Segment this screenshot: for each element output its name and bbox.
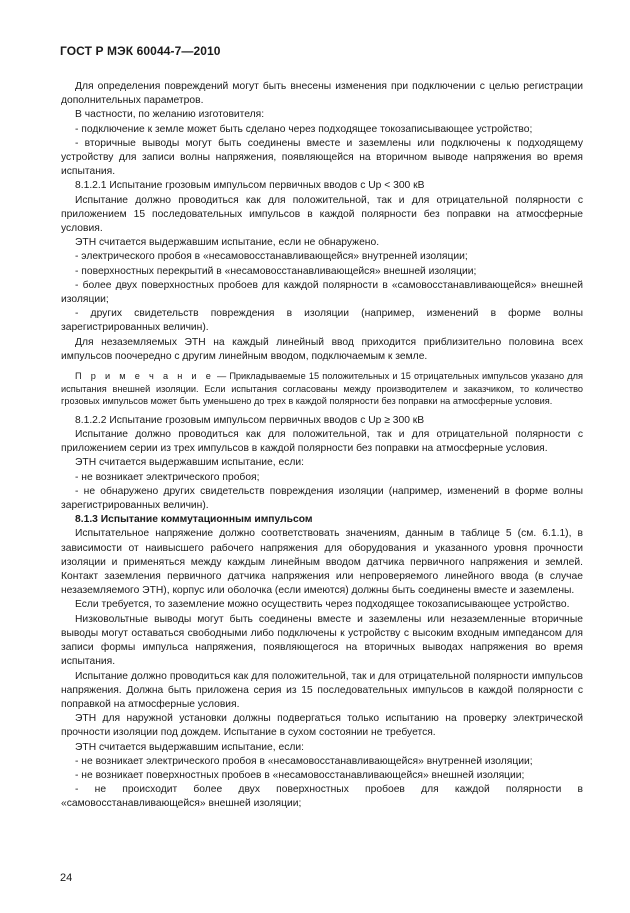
note-label: П р и м е ч а н и е bbox=[75, 371, 214, 382]
paragraph: Испытание должно проводиться как для положительной, так и для отрицательной полярности с приложением 15 последовательных импульсов в каждой полярности без поправки на атмосферные условия. bbox=[61, 194, 583, 235]
section-heading: 8.1.3 Испытание коммутационным импульсом bbox=[75, 514, 313, 526]
paragraph: ЭТН считается выдержавшим испытание, если не обнаружено. bbox=[75, 237, 380, 249]
paragraph: В частности, по желанию изготовителя: bbox=[75, 109, 265, 121]
list-item: - не возникает поверхностных пробоев в «несамовосстанавливающейся» внешней изоляции; bbox=[75, 769, 525, 781]
list-item: - более двух поверхностных пробоев для каждой полярности в «самовосстанавливающейся» внешней изоляции; bbox=[61, 279, 583, 306]
paragraph: Испытание должно проводиться как для положительной, так и для отрицательной полярности с приложением серии из трех импульсов в каждой полярности без поправки на атмосферные условия. bbox=[61, 429, 583, 455]
subsection-heading: 8.1.2.1 Испытание грозовым импульсом первичных вводов с Up < 300 кВ bbox=[75, 180, 425, 192]
paragraph: Если требуется, то заземление можно осуществить через подходящее токозаписывающее устройство. bbox=[75, 599, 570, 611]
paragraph: Испытание должно проводиться как для положительной, так и для отрицательной полярности импульсов напряжения. Должна быть приложена серия из 15 последовательных импульсов в каждой полярности с поправкой на атмосферные условия. bbox=[61, 670, 583, 710]
page-number: 24 bbox=[60, 872, 73, 884]
note bbox=[61, 370, 583, 408]
paragraph: Для незаземляемых ЭТН на каждый линейный ввод приходится приблизительно половина всех импульсов поочередно с другим линейным вводом, подключаемым к земле. bbox=[61, 336, 583, 362]
paragraph: Испытательное напряжение должно соответствовать значениям, данным в таблице 5 (см. 6.1.1), в зависимости от наивысшего рабочего напряжения для оборудования и указанного уровня прочности изоляции и применяться между каждым линейным вводом датчика первичного напряжения и землей. Контакт заземления первичного датчика напряжения или непроверяемого линейного ввода (в случае незаземляемого ЭТН), корпус или оболочка (если имеются) должны быть соединены вместе и заземлены. bbox=[61, 528, 583, 597]
paragraph: ЭТН считается выдержавшим испытание, если: bbox=[75, 741, 304, 753]
page-body bbox=[61, 80, 583, 812]
list-item: - электрического пробоя в «несамовосстанавливающейся» внутренней изоляции; bbox=[75, 251, 468, 263]
list-item: - не возникает электрического пробоя; bbox=[75, 471, 260, 483]
list-item: - подключение к земле может быть сделано через подходящее токозаписывающее устройство; bbox=[75, 123, 533, 135]
paragraph: ЭТН считается выдержавшим испытание, если: bbox=[75, 457, 304, 469]
note-text: — Прикладываемые 15 положительных и 15 отрицательных импульсов указано для испытания внешней изоляции. Если испытания согласованы между производителем и заказчиком, то количество грозовых импульсов может быть уменьшено до трех в каждой полярности без поправки на атмосферные условия. bbox=[61, 371, 583, 407]
list-item: - не возникает электрического пробоя в «несамовосстанавливающейся» внутренней изоляции; bbox=[75, 755, 533, 767]
paragraph: Для определения повреждений могут быть внесены изменения при подключении с целью регистрации дополнительных параметров. bbox=[61, 81, 583, 107]
list-item: - поверхностных перекрытий в «несамовосстанавливающейся» внешней изоляции; bbox=[75, 265, 477, 277]
paragraph: ЭТН для наружной установки должны подвергаться только испытанию на проверку электрической прочности изоляции под дождем. Испытание в сухом состоянии не требуется. bbox=[61, 713, 583, 739]
list-item: - других свидетельств повреждения в изоляции (например, изменений в форме волны зарегистрированных величин). bbox=[61, 308, 583, 334]
paragraph: Низковольтные выводы могут быть соединены вместе и заземлены или незаземленные вторичные выводы могут оставаться свободными либо подключены к устройству с высоким входным импедансом для записи формы импульса напряжения, появляющегося на вторичных выводах напряжения во время испытания. bbox=[61, 613, 583, 668]
document-header: ГОСТ Р МЭК 60044-7—2010 bbox=[60, 44, 221, 58]
list-item: - не происходит более двух поверхностных пробоев для каждой полярности в «самовосстанавливающейся» внешней изоляции; bbox=[61, 784, 583, 810]
list-item: - не обнаружено других свидетельств повреждения изоляции (например, изменений в форме волны зарегистрированных величин). bbox=[61, 485, 583, 512]
list-item: - вторичные выводы могут быть соединены вместе и заземлены или подключены к подходящему устройству для записи волны напряжения, появляющейся на вторичном выводе напряжения во время испытания. bbox=[61, 137, 583, 178]
subsection-heading: 8.1.2.2 Испытание грозовым импульсом первичных вводов с Up ≥ 300 кВ bbox=[75, 414, 425, 426]
